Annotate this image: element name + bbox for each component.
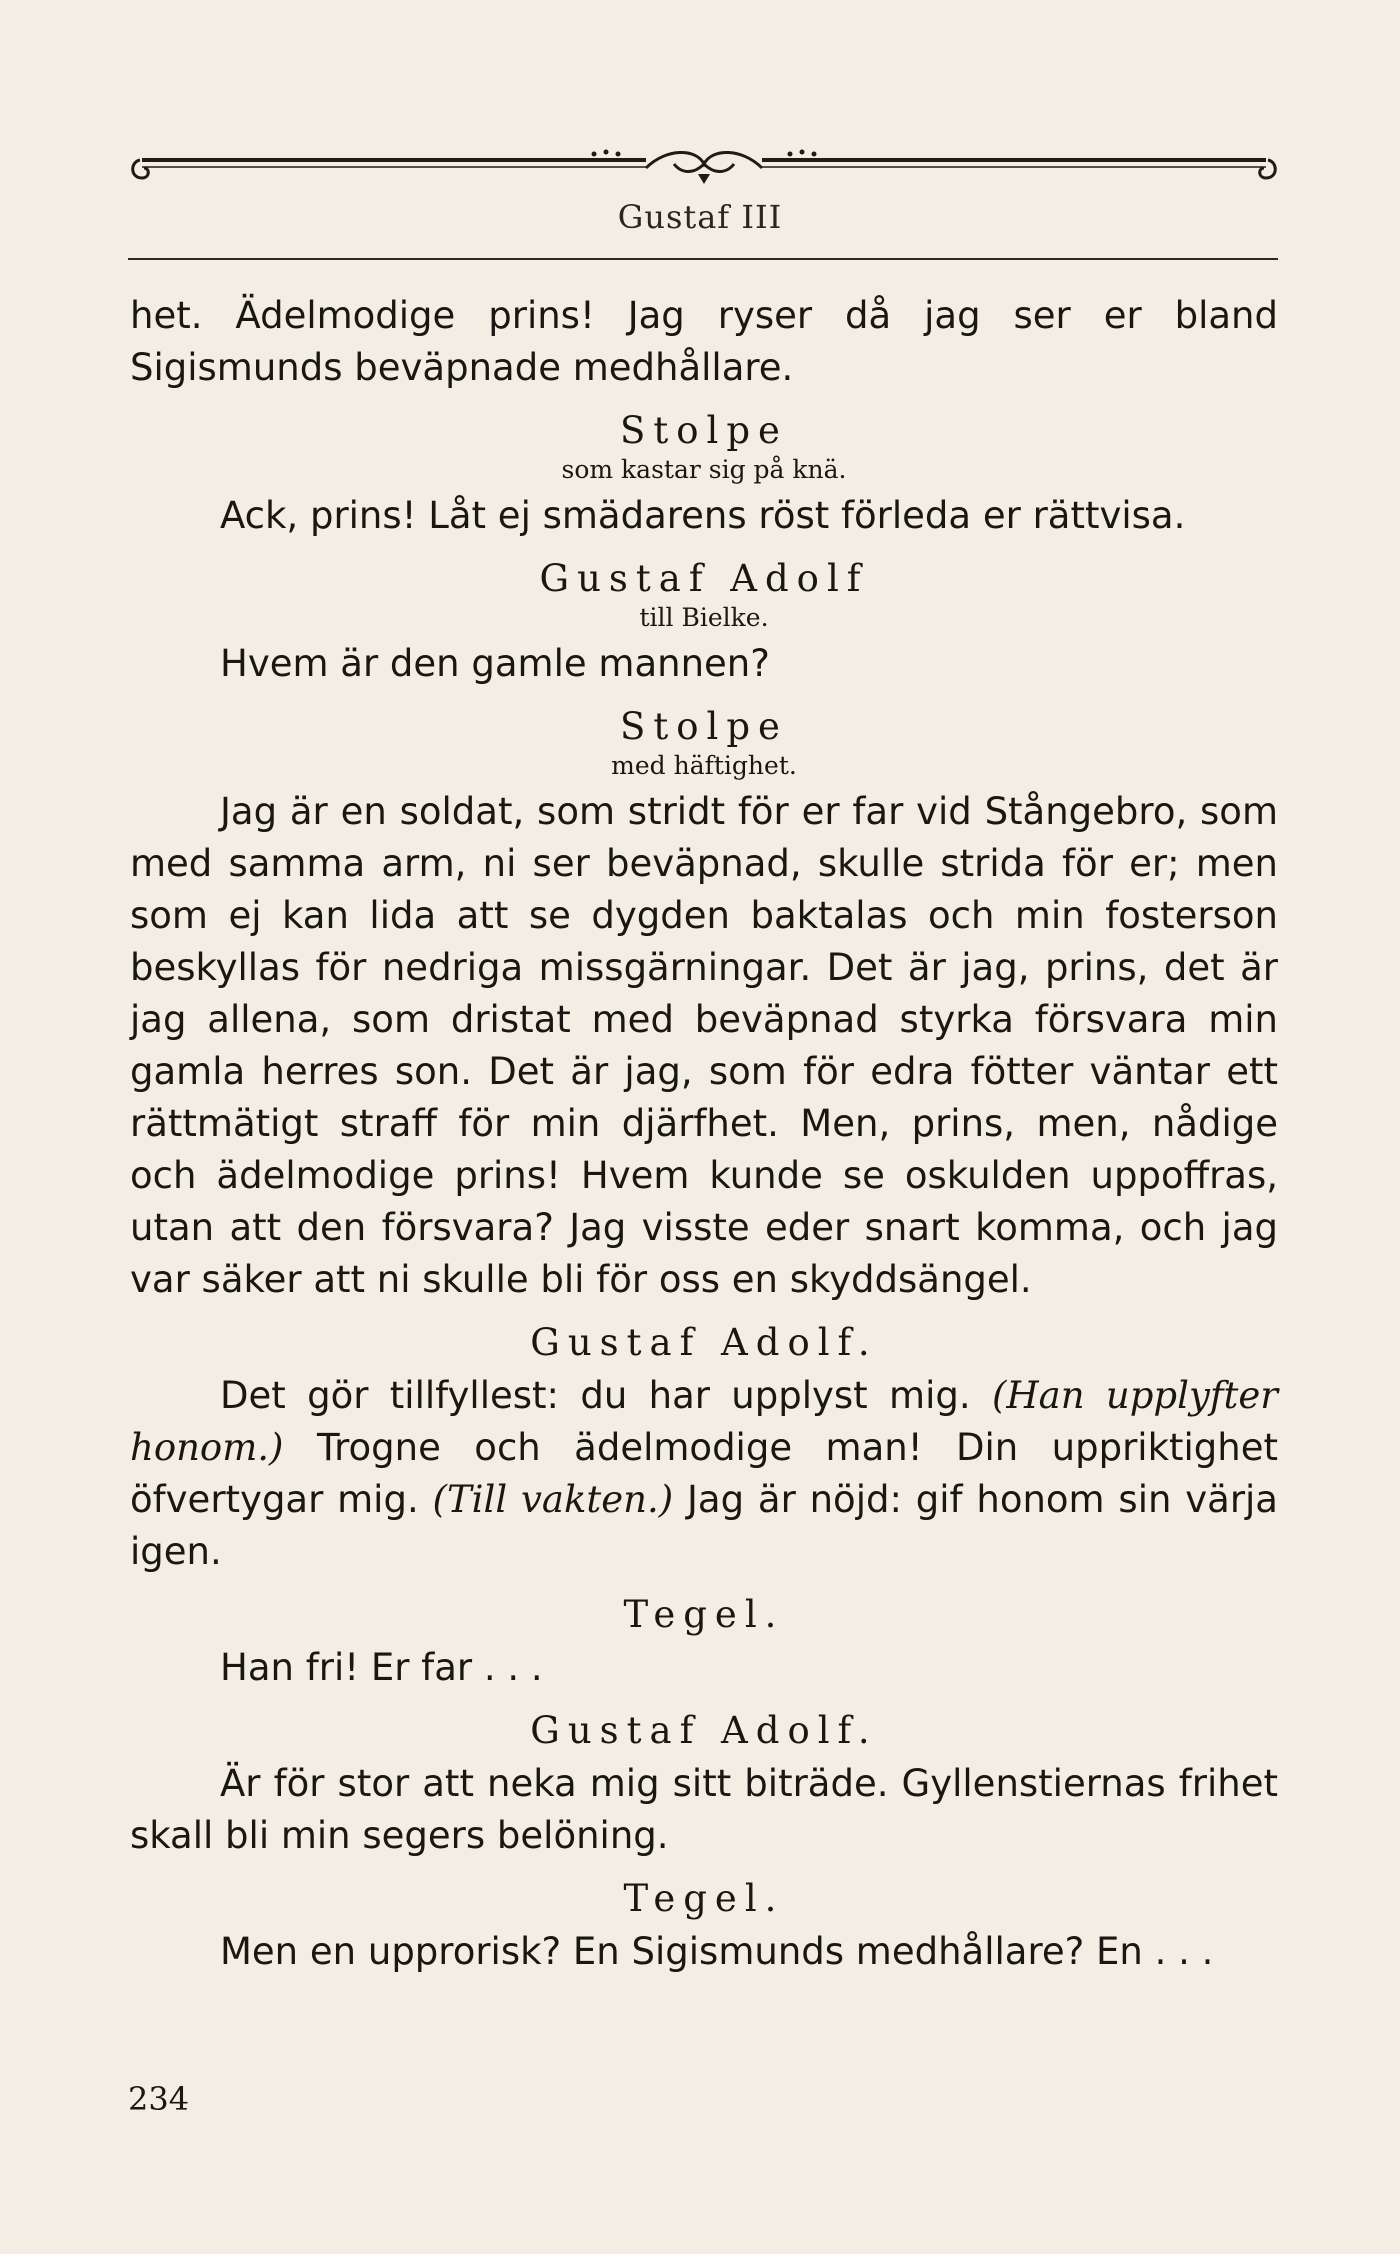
speaker-name: Tegel. (623, 1877, 785, 1920)
speaker-name: Gustaf Adolf (539, 557, 869, 600)
speaker-name: Tegel. (623, 1593, 785, 1636)
speaker-name: Gustaf Adolf. (530, 1709, 878, 1752)
paragraph: Jag är en soldat, som stridt för er far vid Stångebro, som med samma arm, ni ser beväpnad, skulle strida för er; men som ej kan lida att se dygden baktalas och min fosterson beskyllas för nedriga missgärningar. Det är jag, prins, det är jag allena, som dristat med beväpnad styrka försvara min gamla herres son. Det är jag, som för edra fötter väntar ett rättmätigt straff för min djärfhet. Men, prins, men, nådige och ädelmodige prins! Hvem kunde se oskulden uppoffras, utan att den försvara? Jag visste eder snart komma, och jag var säker att ni skulle bli för oss en skyddsängel. (130, 790, 1278, 1301)
dialogue-text: Trogne och ädelmodige man! Din uppriktighet öfvertygar mig. (130, 1426, 1278, 1521)
speaker-name: Gustaf Adolf. (530, 1321, 878, 1364)
running-head: Gustaf III (617, 198, 783, 236)
paragraph: Är för stor att neka mig sitt biträde. Gyllenstiernas frihet skall bli min segers belöning. (130, 1762, 1278, 1857)
dialogue-text: Jag är nöjd: gif honom sin värja igen. (130, 1478, 1278, 1573)
speaker-name: Stolpe (620, 705, 788, 748)
text-block (130, 290, 1278, 1978)
header-rule (128, 258, 1278, 260)
stage-direction: med häftighet. (611, 751, 797, 780)
header-ornament (126, 134, 1282, 200)
page-number: 234 (128, 2080, 190, 2118)
paragraph: Ack, prins! Låt ej smädarens röst förleda er rättvisa. (220, 494, 1186, 537)
paragraph (130, 1370, 1278, 1578)
paragraph: Hvem är den gamle mannen? (220, 642, 770, 685)
inline-stage-direction: (Han upplyfter honom.) (130, 1374, 1278, 1469)
speaker-name: Stolpe (620, 409, 788, 452)
dialogue-text: Det gör tillfyllest: du har upplyst mig. (220, 1374, 971, 1417)
stage-direction: till Bielke. (639, 603, 769, 632)
paragraph: Men en upprorisk? En Sigismunds medhållare? En . . . (220, 1930, 1214, 1973)
inline-stage-direction: (Till vakten.) (432, 1478, 674, 1521)
paragraph: het. Ädelmodige prins! Jag ryser då jag ser er bland Sigismunds beväpnade medhållare. (130, 294, 1278, 389)
stage-direction: som kastar sig på knä. (561, 455, 847, 484)
paragraph: Han fri! Er far . . . (220, 1646, 543, 1689)
